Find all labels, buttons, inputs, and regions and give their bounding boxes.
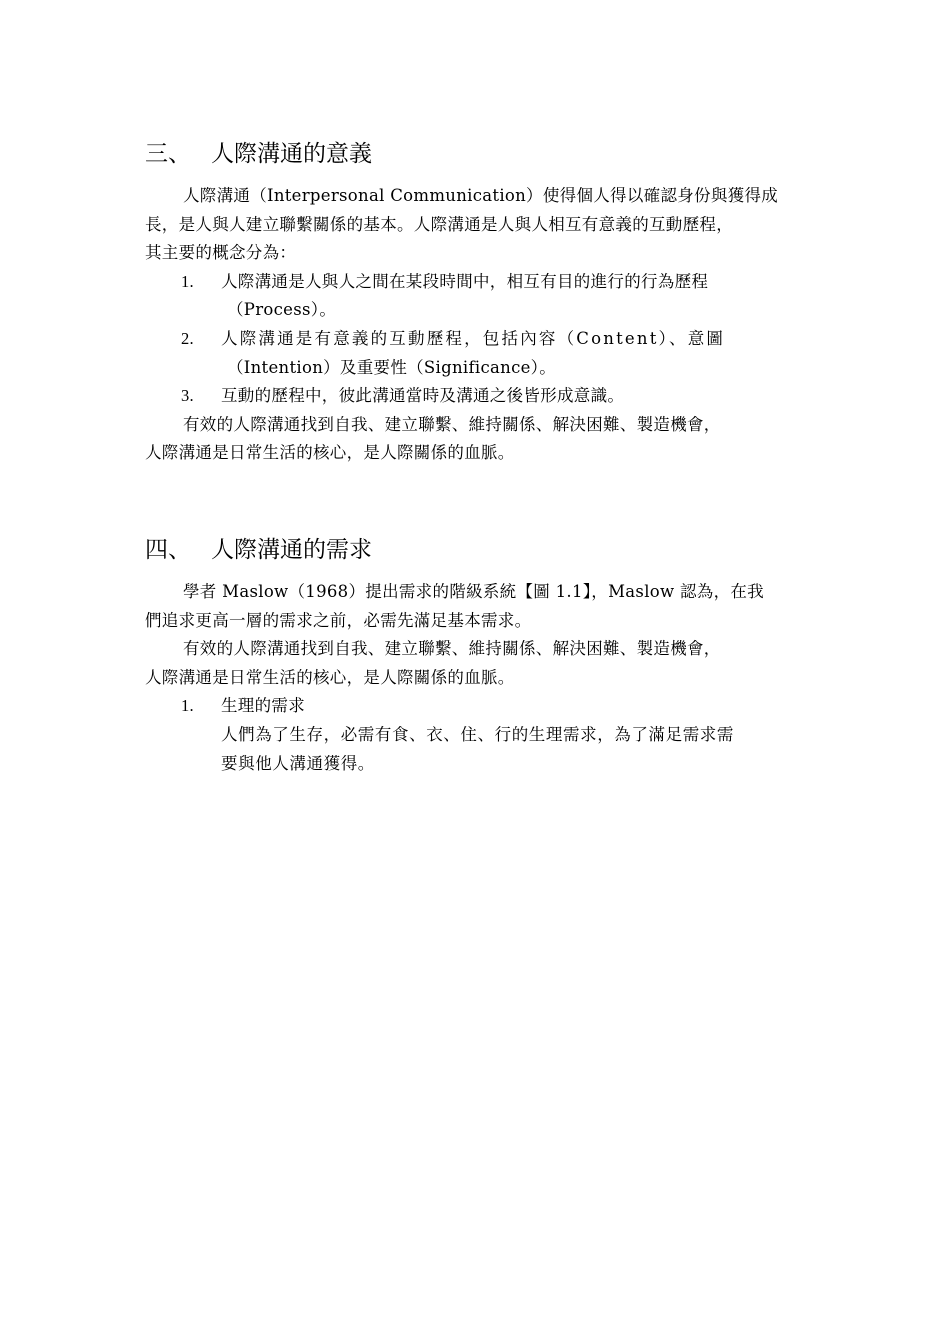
section-3-list-item-2 bbox=[145, 325, 810, 382]
section-3-intro-line-2: 長，是人與人建立聯繫關係的基本。人際溝通是人與人相互有意義的互動歷程， bbox=[145, 214, 733, 234]
section-4-para-2-line-2: 人際溝通是日常生活的核心，是人際關係的血脈。 bbox=[145, 667, 515, 687]
list-item-line-1: 互動的歷程中，彼此溝通當時及溝通之後皆形成意識。 bbox=[221, 386, 625, 406]
section-4-title: 人際溝通的需求 bbox=[211, 536, 372, 563]
section-4-para-1-line-2: 們追求更高一層的需求之前，必需先滿足基本需求。 bbox=[145, 610, 532, 630]
list-item-line-2: （Process）。 bbox=[227, 300, 337, 320]
list-marker: 3. bbox=[181, 386, 194, 406]
section-4-list-item-1-description bbox=[145, 721, 810, 778]
list-marker: 1. bbox=[181, 271, 194, 291]
section-4-para-2 bbox=[145, 635, 810, 692]
section-3-list-item-1 bbox=[145, 268, 810, 325]
section-4-number: 四、 bbox=[145, 536, 191, 563]
section-3-intro-line-3: 其主要的概念分為： bbox=[145, 243, 297, 263]
section-3-closing-line-2: 人際溝通是日常生活的核心，是人際關係的血脈。 bbox=[145, 443, 515, 463]
section-4-para-1 bbox=[145, 578, 810, 635]
section-4-para-2-line-1: 有效的人際溝通找到自我、建立聯繫、維持關係、解決困難、製造機會， bbox=[183, 639, 721, 659]
section-3-title: 人際溝通的意義 bbox=[211, 141, 372, 167]
section-3-intro bbox=[145, 182, 810, 268]
section-4-heading bbox=[145, 532, 810, 568]
section-3-closing-line-1: 有效的人際溝通找到自我、建立聯繫、維持關係、解決困難、製造機會， bbox=[183, 414, 721, 434]
list-item-title: 生理的需求 bbox=[221, 696, 305, 716]
section-3-closing bbox=[145, 411, 810, 468]
list-item-line-1: 人際溝通是有意義的互動歷程，包括內容（Content）、意圖 bbox=[221, 328, 726, 348]
section-4-list-item-1 bbox=[145, 692, 810, 721]
section-3-list-item-3 bbox=[145, 382, 810, 411]
description-line-1: 人們為了生存，必需有食、衣、住、行的生理需求，為了滿足需求需 bbox=[221, 724, 734, 744]
list-marker: 1. bbox=[181, 696, 194, 716]
description-line-2: 要與他人溝通獲得。 bbox=[221, 753, 375, 773]
section-3-intro-line-1: 人際溝通（Interpersonal Communication）使得個人得以確認身份與獲得成 bbox=[183, 186, 779, 205]
list-item-line-2: （Intention）及重要性（Significance）。 bbox=[227, 357, 557, 377]
list-marker: 2. bbox=[181, 328, 194, 348]
list-item-line-1: 人際溝通是人與人之間在某段時間中，相互有目的進行的行為歷程 bbox=[221, 271, 709, 291]
section-3-heading bbox=[145, 136, 810, 172]
section-3-number: 三、 bbox=[145, 141, 191, 167]
section-4-para-1-line-1: 學者 Maslow（1968）提出需求的階級系統【圖 1.1】，Maslow 認為，在我 bbox=[183, 581, 764, 601]
document-body bbox=[145, 136, 810, 778]
